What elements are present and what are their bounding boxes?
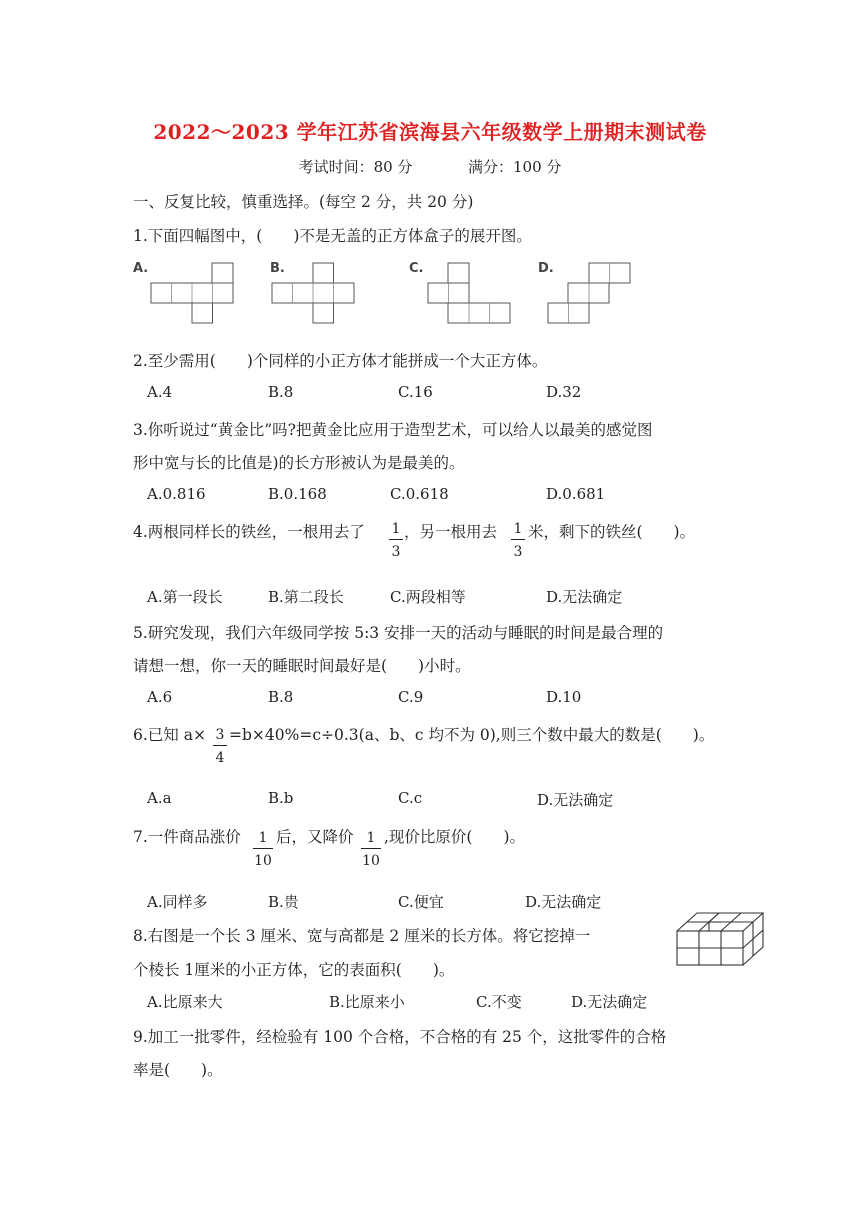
cube-net-b-figure [271, 262, 357, 324]
question-8-line-1: 8.右图是一个长 3 厘米、宽与高都是 2 厘米的长方体。将它挖掉一 [133, 927, 591, 945]
q5-option-d[interactable]: D.10 [546, 688, 582, 706]
exam-time: 考试时间：80 分 [298, 158, 413, 176]
q6-fraction [213, 728, 227, 765]
q4-fraction-2 [511, 522, 525, 559]
question-4-part-1: 4.两根同样长的铁丝，一根用去了 [133, 523, 365, 541]
q6-option-d[interactable]: D.无法确定 [537, 791, 614, 809]
exam-info [0, 156, 860, 177]
question-3-line-1: 3.你听说过“黄金比”吗?把黄金比应用于造型艺术，可以给人以最美的感觉图 [133, 421, 653, 439]
cuboid-with-notch-figure [674, 910, 766, 968]
q7-fraction-1-numerator: 1 [253, 831, 273, 849]
q2-option-d[interactable]: D.32 [546, 383, 582, 401]
q7-fraction-2 [361, 831, 381, 868]
q7-option-d[interactable]: D.无法确定 [525, 893, 602, 911]
q5-option-b[interactable]: B.8 [268, 688, 294, 706]
question-7-part-1: 7.一件商品涨价 [133, 828, 241, 846]
question-7-part-3: ,现价比原价( )。 [384, 828, 526, 846]
question-9-line-2: 率是( )。 [133, 1061, 223, 1079]
net-label-b: B. [270, 261, 285, 276]
q7-option-b[interactable]: B.贵 [268, 893, 299, 911]
q8-option-d[interactable]: D.无法确定 [571, 993, 648, 1011]
q7-fraction-1-denominator: 10 [254, 853, 272, 869]
q6-option-b[interactable]: B.b [268, 789, 294, 807]
question-4-part-3: 米，剩下的铁丝( )。 [528, 523, 696, 541]
q7-fraction-2-denominator: 10 [362, 853, 380, 869]
cube-net-c-figure [427, 262, 513, 324]
section-heading: 一、反复比较，慎重选择。(每空 2 分，共 20 分) [133, 193, 474, 211]
question-5-line-2: 请想一想，你一天的睡眠时间最好是( )小时。 [133, 657, 471, 675]
q6-fraction-numerator: 3 [213, 728, 227, 746]
q4-option-a[interactable]: A.第一段长 [147, 588, 223, 606]
q4-fraction-2-denominator: 3 [513, 544, 523, 560]
question-4-part-2: ，另一根用去 [404, 523, 498, 541]
cube-net-a-figure [150, 262, 236, 324]
q6-option-c[interactable]: C.c [398, 789, 423, 807]
cube-net-d-figure [547, 262, 633, 324]
q4-fraction-1-numerator: 1 [389, 522, 403, 540]
page-title: 2022～2023 学年江苏省滨海县六年级数学上册期末测试卷 [153, 120, 707, 144]
q8-option-b[interactable]: B.比原来小 [329, 993, 405, 1011]
q4-option-b[interactable]: B.第二段长 [268, 588, 344, 606]
question-2: 2.至少需用( )个同样的小正方体才能拼成一个大正方体。 [133, 352, 548, 370]
q4-fraction-1-denominator: 3 [391, 544, 401, 560]
net-label-d: D. [538, 261, 554, 276]
question-7-part-2: 后，又降价 [276, 828, 354, 846]
q6-fraction-denominator: 4 [215, 750, 225, 766]
q2-option-c[interactable]: C.16 [398, 383, 433, 401]
q4-fraction-2-numerator: 1 [511, 522, 525, 540]
q7-option-a[interactable]: A.同样多 [147, 893, 208, 911]
q3-option-b[interactable]: B.0.168 [268, 485, 327, 503]
q4-option-d[interactable]: D.无法确定 [546, 588, 623, 606]
q2-option-a[interactable]: A.4 [147, 383, 173, 401]
q2-option-b[interactable]: B.8 [268, 383, 294, 401]
q4-fraction-1 [389, 522, 403, 559]
q4-option-c[interactable]: C.两段相等 [390, 588, 466, 606]
q7-option-c[interactable]: C.便宜 [398, 893, 444, 911]
question-1: 1.下面四幅图中，( )不是无盖的正方体盒子的展开图。 [133, 227, 532, 245]
question-6-part-2: =b×40%=c÷0.3(a、b、c 均不为 0),则三个数中最大的数是( )。 [229, 726, 715, 744]
question-6-part-1: 6.已知 a× [133, 726, 206, 744]
question-3-line-2: 形中宽与长的比值是)的长方形被认为是最美的。 [133, 454, 465, 472]
net-label-a: A. [133, 261, 149, 276]
q8-option-a[interactable]: A.比原来大 [147, 993, 223, 1011]
q3-option-d[interactable]: D.0.681 [546, 485, 606, 503]
q8-option-c[interactable]: C.不变 [476, 993, 522, 1011]
q5-option-c[interactable]: C.9 [398, 688, 424, 706]
q3-option-c[interactable]: C.0.618 [390, 485, 449, 503]
q6-option-a[interactable]: A.a [147, 789, 172, 807]
q7-fraction-2-numerator: 1 [361, 831, 381, 849]
question-5-line-1: 5.研究发现，我们六年级同学按 5:3 安排一天的活动与睡眠的时间是最合理的 [133, 624, 664, 642]
question-8-line-2: 个棱长 1厘米的小正方体，它的表面积( )。 [133, 961, 455, 979]
net-label-c: C. [409, 261, 424, 276]
q5-option-a[interactable]: A.6 [147, 688, 173, 706]
question-9-line-1: 9.加工一批零件，经检验有 100 个合格，不合格的有 25 个，这批零件的合格 [133, 1028, 667, 1046]
q7-fraction-1 [253, 831, 273, 868]
q3-option-a[interactable]: A.0.816 [147, 485, 206, 503]
exam-full-score: 满分：100 分 [468, 158, 562, 176]
